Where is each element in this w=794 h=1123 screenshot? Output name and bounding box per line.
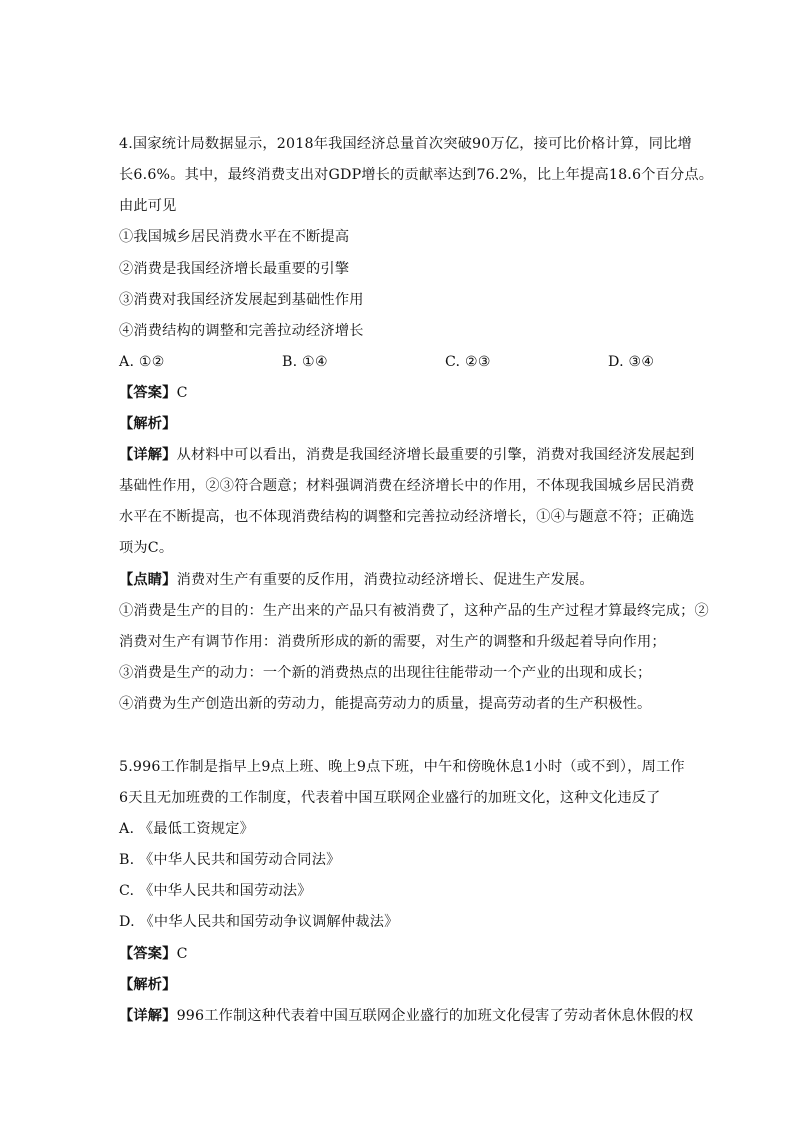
q4-tip-line-2: ①消费是生产的目的：生产出来的产品只有被消费了，这种产品的生产过程才算最终完成；②: [119, 603, 709, 619]
detail-tag: 【详解】: [119, 447, 177, 463]
q4-stem-line-3: 由此可见: [119, 198, 177, 214]
q4-detail-line-2: 基础性作用，②③符合题意；材料强调消费在经济增长中的作用，不体现我国城乡居民消费: [119, 478, 695, 494]
q4-statement-1: ①我国城乡居民消费水平在不断提高: [119, 229, 350, 245]
tip-tag: 【点睛】: [119, 572, 177, 588]
q4-detail-line-1: [119, 446, 695, 464]
q4-statement-2: ②消费是我国经济增长最重要的引擎: [119, 261, 350, 277]
analysis-tag: 【解析】: [119, 977, 177, 993]
answer-tag: 【答案】: [119, 385, 177, 401]
q4-detail-line-3: 水平在不断提高，也不体现消费结构的调整和完善拉动经济增长，①④与题意不符；正确选: [119, 509, 695, 525]
q5-option-c: C. 《中华人民共和国劳动法》: [119, 883, 312, 899]
detail-text: 996工作制这种代表着中国互联网企业盛行的加班文化侵害了劳动者休息休假的权: [176, 1008, 694, 1024]
analysis-tag: 【解析】: [119, 416, 177, 432]
q5-option-a: A. 《最低工资规定》: [119, 821, 254, 837]
q5-stem-line-1: 5.996工作制是指早上9点上班、晚上9点下班，中午和傍晚休息1小时（或不到），周工作: [119, 759, 685, 775]
answer-value: C: [176, 385, 188, 401]
q5-stem-line-2: 6天且无加班费的工作制度，代表着中国互联网企业盛行的加班文化，这种文化违反了: [119, 790, 661, 806]
q4-stem-line-1: 4.国家统计局数据显示，2018年我国经济总量首次突破90万亿，接可比价格计算，同比增: [119, 136, 692, 152]
detail-tag: 【详解】: [119, 1008, 177, 1024]
q5-detail-line-1: [119, 1007, 694, 1025]
detail-text: 从材料中可以看出，消费是我国经济增长最重要的引擎，消费对我国经济发展起到: [176, 447, 695, 463]
q4-tip-line-4: ③消费是生产的动力：一个新的消费热点的出现往往能带动一个产业的出现和成长；: [119, 665, 652, 681]
answer-value: C: [176, 946, 188, 962]
q4-answer: [119, 384, 679, 402]
q4-analysis-heading: [119, 415, 679, 433]
q5-answer: [119, 945, 679, 963]
q4-stem-line-2: 长6.6%。其中，最终消费支出对GDP增长的贡献率达到76.2%，比上年提高18.6个百分点。: [119, 167, 714, 183]
q5-option-b: B. 《中华人民共和国劳动合同法》: [119, 852, 341, 868]
q5-option-d: D. 《中华人民共和国劳动争议调解仲裁法》: [119, 914, 399, 930]
answer-tag: 【答案】: [119, 946, 177, 962]
q4-tip-line-5: ④消费为生产创造出新的劳动力，能提高劳动力的质量，提高劳动者的生产积极性。: [119, 696, 652, 712]
q5-analysis-heading: [119, 976, 679, 994]
q4-option-d: D. ③④: [608, 354, 655, 370]
q4-option-b: B. ①④: [282, 354, 328, 370]
tip-text: 消费对生产有重要的反作用，消费拉动经济增长、促进生产发展。: [176, 572, 594, 588]
q4-detail-line-4: 项为C。: [119, 540, 174, 556]
q4-statement-4: ④消费结构的调整和完善拉动经济增长: [119, 323, 364, 339]
q4-tip-line-3: 消费对生产有调节作用：消费所形成的新的需要，对生产的调整和升级起着导向作用；: [119, 634, 666, 650]
q4-option-a: A. ①②: [119, 354, 165, 370]
q4-statement-3: ③消费对我国经济发展起到基础性作用: [119, 292, 364, 308]
q4-option-c: C. ②③: [445, 354, 491, 370]
q4-tip-line-1: [119, 571, 679, 589]
